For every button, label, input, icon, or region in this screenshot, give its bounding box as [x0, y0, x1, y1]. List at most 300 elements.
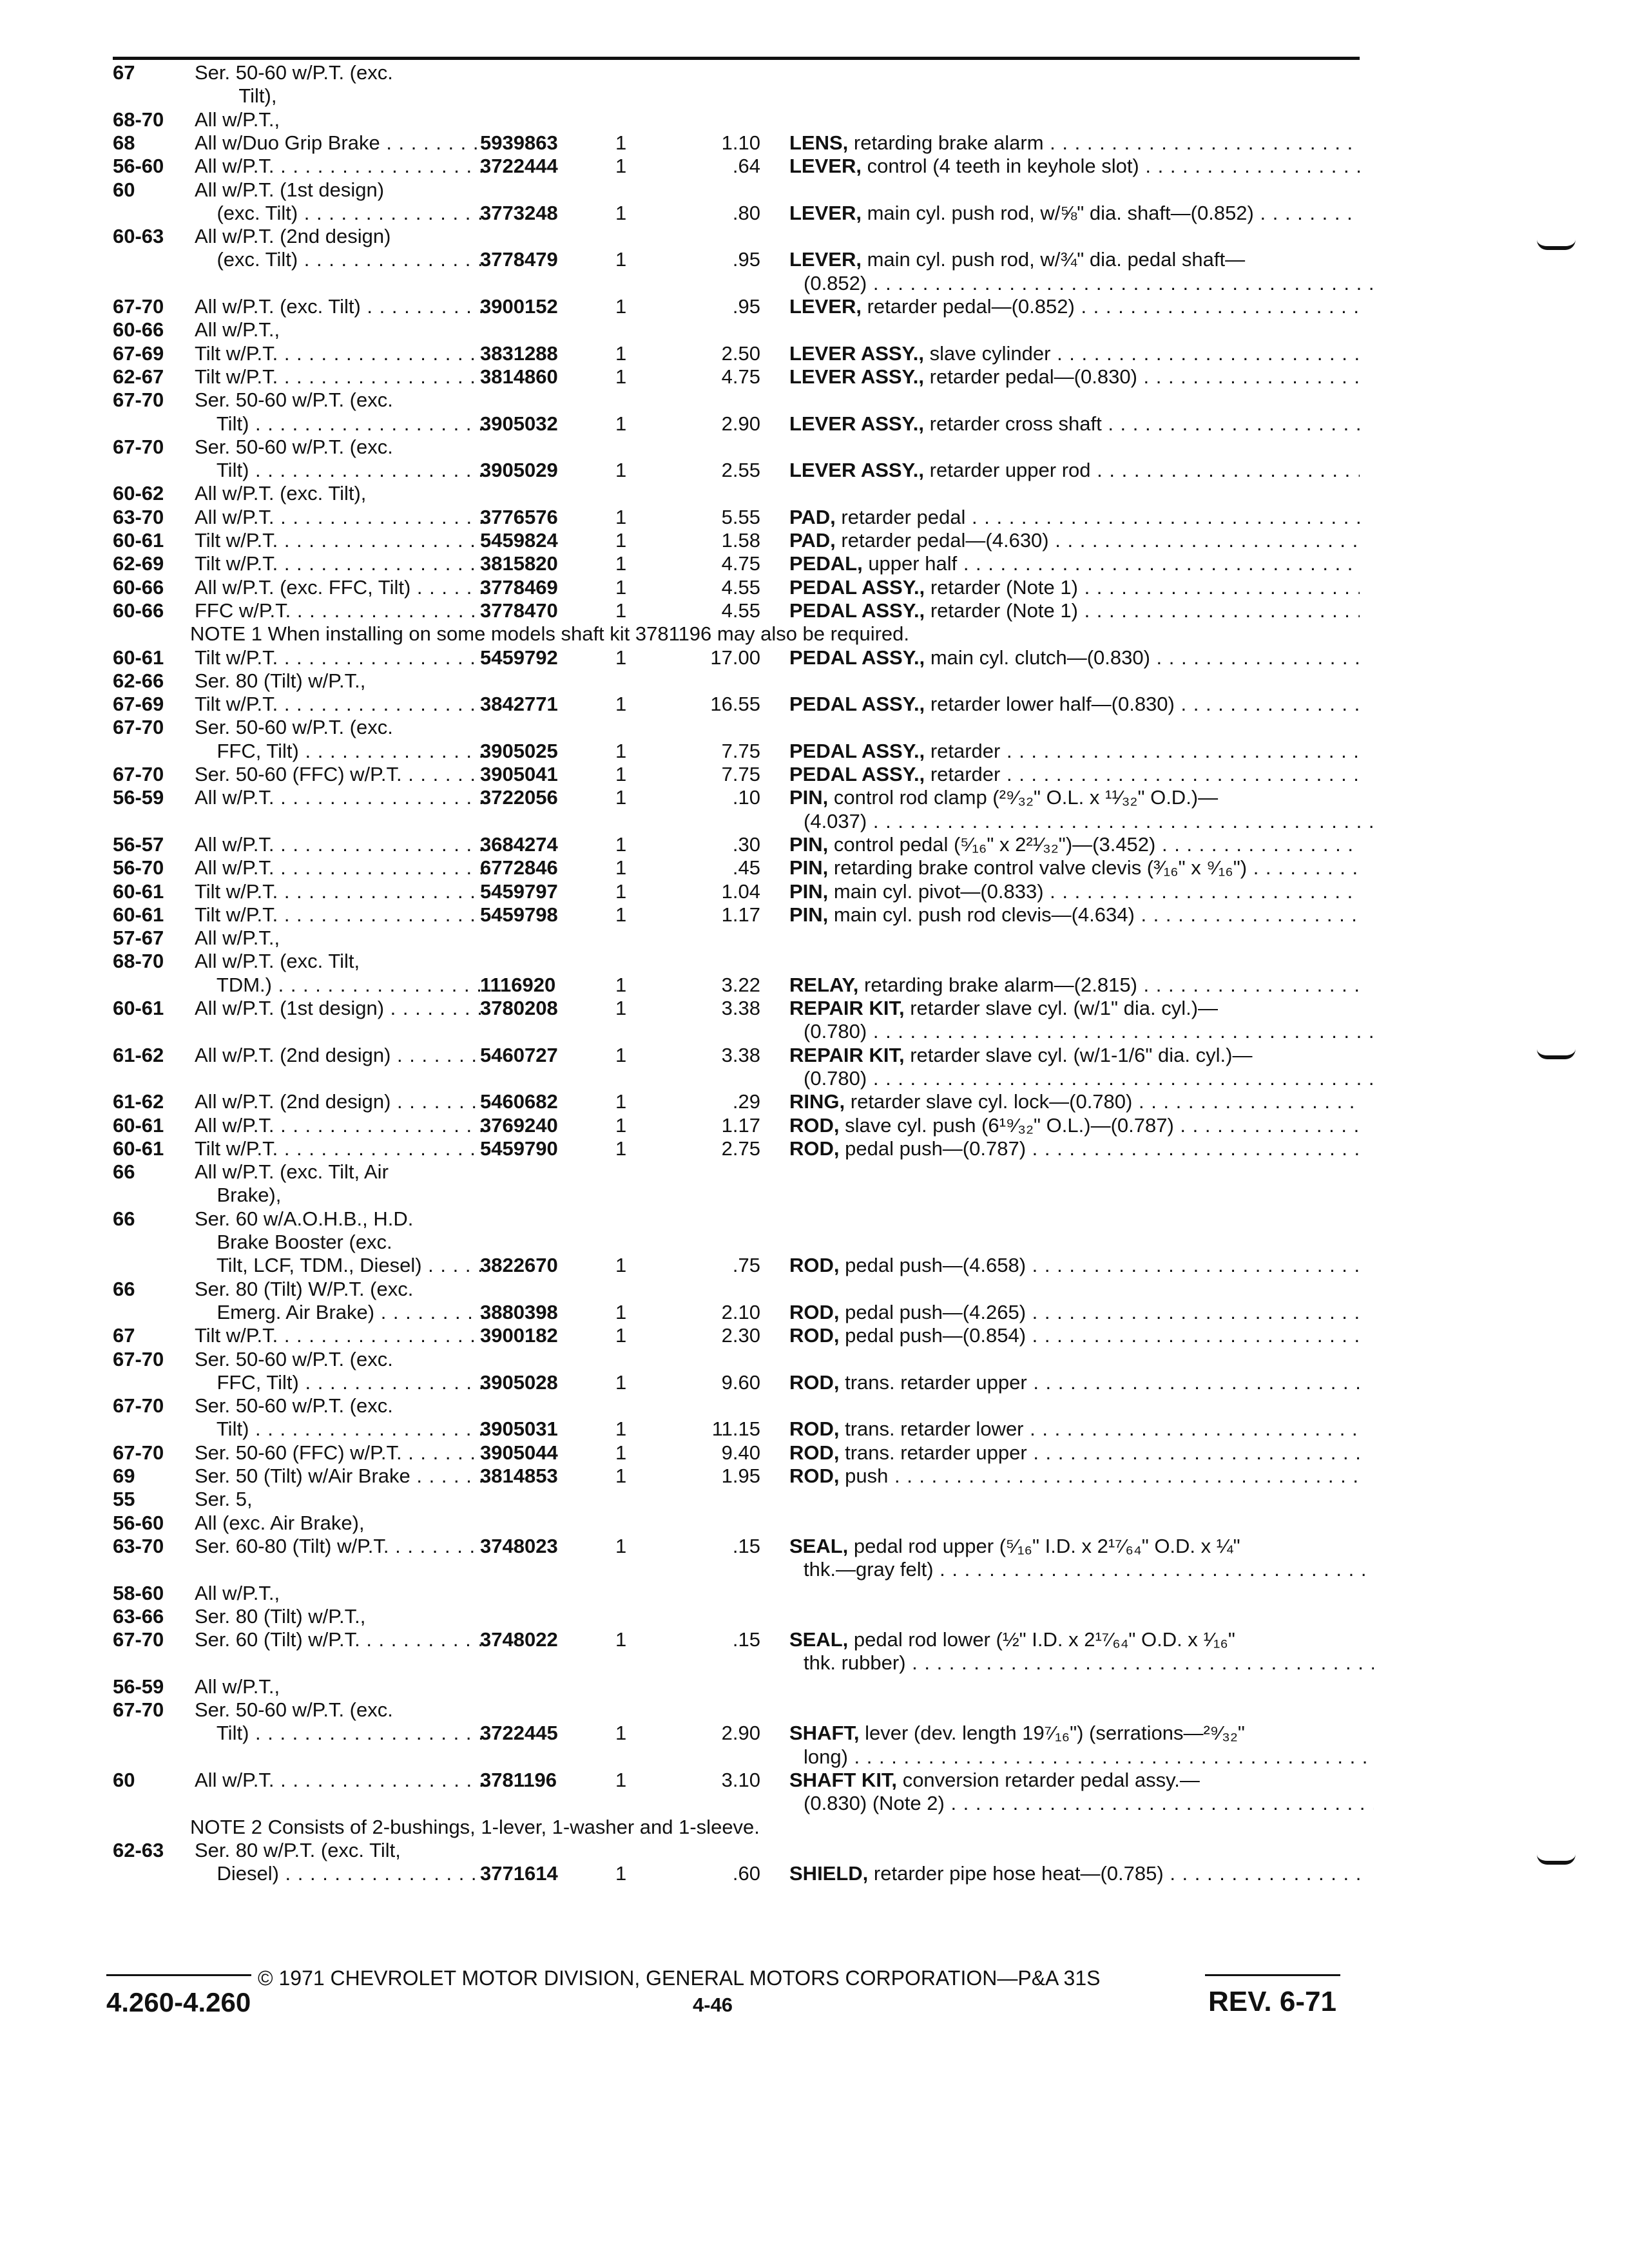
price [664, 1325, 760, 1347]
model-application-text: Tilt w/P.T. [195, 880, 278, 903]
model-application-text: All w/P.T. (2nd design) [195, 1044, 391, 1066]
model-application [195, 1115, 485, 1137]
model-application [195, 1325, 485, 1347]
model-application-text: Tilt w/P.T. [195, 646, 278, 669]
model-year [113, 319, 164, 341]
leader-dots [278, 1325, 485, 1347]
leader-dots [1027, 1442, 1360, 1464]
part-name: LEVER ASSY., [789, 459, 925, 482]
model-application-text: All w/Duo Grip Brake [195, 131, 380, 154]
quantity [615, 343, 628, 365]
description-text: long) [804, 1745, 848, 1768]
quantity-text: 1 [615, 1628, 627, 1651]
leader-dots [278, 366, 485, 388]
part-name: SHAFT, [789, 1722, 860, 1745]
model-year-text: 63-70 [113, 505, 164, 528]
model-application-text: All w/P.T. (exc. FFC, Tilt) [195, 576, 411, 599]
model-application [195, 1699, 485, 1721]
part-description [789, 1115, 1360, 1137]
model-application [195, 1091, 485, 1113]
quantity-text: 1 [615, 786, 627, 809]
model-application [195, 1465, 485, 1487]
leader-dots [274, 506, 485, 528]
price [664, 1138, 760, 1160]
quantity-text: 1 [615, 155, 627, 178]
price [664, 366, 760, 388]
model-application [195, 1676, 485, 1698]
description-text: (0.780) [804, 1067, 867, 1090]
model-application [195, 62, 485, 84]
part-number [480, 1722, 593, 1744]
part-description [789, 1442, 1360, 1464]
model-year-text: 60-61 [113, 529, 164, 552]
part-number [480, 881, 593, 903]
part-number [480, 1442, 593, 1464]
model-year [113, 226, 164, 247]
model-application-text: Tilt) [195, 1418, 249, 1441]
model-application-text: Tilt w/P.T. [195, 693, 278, 716]
quantity-text: 1 [615, 575, 627, 599]
model-application-text: Ser. 50-60 w/P.T. (exc. [195, 716, 393, 739]
model-year [113, 716, 164, 738]
model-year-text: 56-70 [113, 856, 164, 879]
model-application [195, 483, 485, 505]
description-text: retarder [930, 764, 1001, 785]
model-application [195, 1840, 485, 1861]
part-number-text: 1116920 [480, 973, 556, 996]
price [664, 1722, 760, 1744]
price [664, 553, 760, 575]
model-year-text: 68-70 [113, 108, 164, 131]
part-number-text: 3722056 [480, 786, 558, 809]
part-number-text: 6772846 [480, 856, 558, 879]
part-name: PAD, [789, 506, 836, 528]
price-text: 4.55 [721, 575, 760, 599]
description-text: main cyl. push rod, w/⅝" dia. shaft—(0.852) [867, 202, 1254, 224]
model-application [195, 904, 485, 926]
quantity [615, 1138, 628, 1160]
part-description [789, 834, 1360, 856]
part-name: PEDAL ASSY., [789, 646, 925, 669]
revision-label: REV. 6-71 [1208, 1986, 1336, 2017]
price-text: 7.75 [721, 739, 760, 762]
model-application-text: Tilt, LCF, TDM., Diesel) [195, 1254, 422, 1277]
leader-dots [906, 1652, 1374, 1674]
description-text: retarder [930, 740, 1001, 762]
model-application-text: Tilt) [195, 412, 249, 435]
part-number [480, 1769, 593, 1791]
part-number [480, 1465, 593, 1487]
price [664, 997, 760, 1019]
model-application-text: FFC, Tilt) [195, 740, 299, 762]
model-application-text: Diesel) [195, 1863, 279, 1885]
description-text: retarding brake alarm [853, 131, 1044, 154]
part-name: ROD, [789, 1254, 840, 1277]
model-application-text: Ser. 50-60 w/P.T. (exc. [195, 1699, 393, 1721]
model-application-text: Ser. 60-80 (Tilt) w/P.T. [195, 1535, 389, 1557]
price [664, 904, 760, 926]
part-number-text: 5459824 [480, 529, 558, 552]
price-text: 16.55 [710, 693, 760, 716]
quantity-text: 1 [615, 459, 627, 482]
model-application [195, 670, 485, 692]
part-description [789, 1722, 1360, 1744]
quantity-text: 1 [615, 693, 627, 716]
quantity-text: 1 [615, 1768, 627, 1791]
leader-dots [274, 1769, 485, 1791]
quantity-text: 1 [615, 599, 627, 622]
price-text: 17.00 [710, 646, 760, 669]
leader-dots [1044, 881, 1360, 903]
quantity [615, 577, 628, 599]
part-number [480, 1254, 593, 1276]
model-application [195, 857, 485, 879]
price [664, 857, 760, 879]
description-text: trans. retarder upper [845, 1371, 1027, 1394]
quantity-text: 1 [615, 131, 627, 154]
part-description [789, 249, 1360, 271]
model-year-text: 60-66 [113, 318, 164, 341]
price [664, 787, 760, 809]
part-description [789, 202, 1360, 224]
model-year-text: 67-70 [113, 716, 164, 739]
quantity-text: 1 [615, 973, 627, 996]
leader-dots [274, 155, 485, 177]
part-number [480, 249, 593, 271]
description-text: pedal push—(4.265) [845, 1301, 1027, 1323]
part-description [789, 1254, 1360, 1276]
part-number-text: 3900152 [480, 295, 558, 318]
quantity [615, 787, 628, 809]
price-text: 4.75 [721, 365, 760, 388]
model-year [113, 1442, 164, 1464]
model-year [113, 506, 164, 528]
description-text: pedal rod lower (½" I.D. x 2¹⁷⁄₆₄" O.D. x ¹⁄₁₆" [853, 1629, 1235, 1651]
model-year [113, 1278, 135, 1300]
model-application [195, 1302, 485, 1323]
quantity [615, 553, 628, 575]
model-year-text: 60-61 [113, 903, 164, 926]
model-application-text: Ser. 50 (Tilt) w/Air Brake [195, 1465, 410, 1487]
part-number [480, 1535, 593, 1557]
model-year [113, 132, 135, 154]
price-text: 5.55 [721, 505, 760, 528]
model-application-text: Emerg. Air Brake) [195, 1301, 375, 1323]
part-number-text: 3771614 [480, 1862, 558, 1885]
quantity-text: 1 [615, 248, 627, 271]
footer-rule-right [1205, 1974, 1340, 1976]
model-year-text: 60-61 [113, 879, 164, 903]
leader-dots [1000, 764, 1360, 785]
price-text: 2.75 [721, 1137, 760, 1160]
model-year [113, 296, 164, 318]
model-year [113, 600, 164, 622]
quantity-text: 1 [615, 1722, 627, 1745]
leader-dots [278, 553, 485, 575]
description-text: retarder upper rod [929, 459, 1091, 482]
model-application-text: Tilt w/P.T. [195, 365, 278, 388]
model-application [195, 343, 485, 365]
part-description [789, 600, 1360, 622]
section-number: 4.260-4.260 [106, 1987, 251, 2017]
model-application [195, 881, 485, 903]
price [664, 1465, 760, 1487]
model-application-text: FFC w/P.T. [195, 599, 291, 622]
model-year-text: 58-60 [113, 1581, 164, 1604]
part-number-text: 5459797 [480, 879, 558, 903]
quantity [615, 1115, 628, 1137]
price [664, 1044, 760, 1066]
part-description [789, 1629, 1360, 1651]
note-text: NOTE 1 When installing on some models shaft kit 3781196 may also be required. [190, 622, 909, 646]
model-year [113, 670, 164, 692]
leader-dots [1102, 413, 1360, 435]
model-year-text: 56-59 [113, 786, 164, 809]
part-number [480, 857, 593, 879]
model-year-text: 67-70 [113, 435, 164, 458]
model-year-text: 69 [113, 1465, 135, 1487]
price-text: 4.75 [721, 552, 760, 575]
part-number [480, 740, 593, 762]
model-year [113, 997, 164, 1019]
part-number-text: 3780208 [480, 997, 558, 1019]
part-description [789, 693, 1360, 715]
part-name: REPAIR KIT, [789, 997, 905, 1019]
price-text: .60 [732, 1862, 760, 1885]
model-application [195, 226, 485, 247]
leader-dots [965, 506, 1360, 528]
model-year [113, 1699, 164, 1721]
description-text: retarder slave cyl. (w/1" dia. cyl.)— [910, 997, 1219, 1019]
quantity-text: 1 [615, 529, 627, 552]
model-application [195, 834, 485, 856]
description-text: retarding brake control valve clevis (³⁄₁₆" x ⁹⁄₁₆") [833, 857, 1248, 879]
model-application [195, 1582, 485, 1604]
price-text: 9.40 [721, 1441, 760, 1464]
model-year-text: 68-70 [113, 950, 164, 973]
model-year [113, 389, 164, 411]
price [664, 1372, 760, 1394]
price [664, 343, 760, 365]
model-application-text: Brake Booster (exc. [195, 1231, 392, 1253]
model-year-text: 60-61 [113, 1113, 164, 1137]
model-year-text: 60 [113, 178, 135, 201]
part-number-text: 3781196 [480, 1768, 557, 1791]
model-application-text: All w/P.T., [195, 319, 280, 341]
leader-dots [1026, 1254, 1360, 1276]
part-number-text: 3815820 [480, 552, 558, 575]
quantity [615, 764, 628, 785]
model-year [113, 647, 164, 669]
model-year-text: 67-69 [113, 693, 164, 716]
price-text: 1.58 [721, 529, 760, 552]
price-text: .64 [732, 155, 760, 178]
model-application-text: All w/P.T., [195, 927, 280, 950]
model-application-text: All w/P.T., [195, 1582, 280, 1604]
part-number [480, 553, 593, 575]
model-application [195, 202, 485, 224]
model-application-text: (exc. Tilt) [195, 202, 298, 224]
model-application-text: Ser. 50-60 w/P.T. (exc. [195, 62, 393, 84]
part-number [480, 1138, 593, 1160]
part-number [480, 1629, 593, 1651]
price [664, 834, 760, 856]
leader-dots [360, 1629, 485, 1651]
part-number [480, 506, 593, 528]
part-number-text: 5460727 [480, 1043, 558, 1066]
part-number-text: 3905041 [480, 763, 558, 785]
quantity-text: 1 [615, 1534, 627, 1557]
part-number-text: 3748023 [480, 1534, 558, 1557]
part-number-text: 3722445 [480, 1722, 558, 1745]
model-application-text: Tilt w/P.T. [195, 342, 278, 365]
price-text: 1.10 [721, 131, 760, 154]
model-year [113, 1582, 164, 1604]
part-description [789, 459, 1360, 481]
model-application-text: Tilt w/P.T. [195, 903, 278, 926]
quantity [615, 202, 628, 224]
leader-dots [374, 1302, 485, 1323]
model-year [113, 1535, 164, 1557]
model-year [113, 1488, 135, 1510]
model-year-text: 66 [113, 1277, 135, 1300]
leader-dots [249, 1722, 485, 1744]
quantity [615, 1044, 628, 1066]
quantity-text: 1 [615, 879, 627, 903]
quantity-text: 1 [615, 763, 627, 785]
model-year [113, 927, 164, 949]
leader-dots [298, 249, 485, 271]
part-number [480, 343, 593, 365]
price-text: 2.10 [721, 1300, 760, 1323]
model-application [195, 1629, 485, 1651]
model-application [195, 927, 485, 949]
part-name: PEDAL ASSY., [789, 764, 925, 785]
quantity-text: 1 [615, 1370, 627, 1394]
model-year-text: 57-67 [113, 927, 164, 950]
model-year-text: 60-61 [113, 646, 164, 669]
leader-dots [1050, 343, 1360, 365]
model-year-text: 61-62 [113, 1090, 164, 1113]
leader-dots [1139, 155, 1360, 177]
model-application-text: All w/P.T. [195, 1769, 275, 1791]
part-number [480, 1302, 593, 1323]
part-name: ROD, [789, 1465, 840, 1487]
part-description [789, 1792, 1374, 1814]
price [664, 577, 760, 599]
part-number-text: 3905028 [480, 1370, 558, 1394]
model-application [195, 1395, 485, 1417]
quantity [615, 530, 628, 552]
model-application-text: Ser. 50-60 w/P.T. (exc. [195, 389, 393, 412]
model-year-text: 62-69 [113, 552, 164, 575]
part-name: PIN, [789, 833, 829, 856]
description-text: retarder pipe hose heat—(0.785) [873, 1863, 1164, 1885]
leader-dots [361, 296, 485, 318]
price-text: 3.38 [721, 997, 760, 1019]
leader-dots [1137, 366, 1360, 388]
part-name: PIN, [789, 903, 829, 926]
part-number-text: 3880398 [480, 1300, 558, 1323]
quantity-text: 1 [615, 856, 627, 879]
model-year-text: 67-69 [113, 341, 164, 365]
leader-dots [390, 1091, 485, 1113]
model-application-text: Tilt), [195, 85, 277, 108]
leader-dots [278, 530, 485, 552]
part-name: LEVER ASSY., [789, 412, 925, 435]
model-year-text: 67 [113, 61, 135, 84]
leader-dots [274, 857, 485, 879]
part-description [789, 1652, 1374, 1674]
part-name: LEVER ASSY., [789, 365, 925, 388]
model-application [195, 413, 485, 435]
model-year [113, 834, 164, 856]
price-text: 1.04 [721, 879, 760, 903]
part-description [789, 530, 1360, 552]
part-name: PIN, [789, 880, 829, 903]
price [664, 1769, 760, 1791]
model-year-text: 66 [113, 1207, 135, 1230]
part-number [480, 1325, 593, 1347]
top-rule [113, 57, 1360, 60]
part-number [480, 600, 593, 622]
part-name: REPAIR KIT, [789, 1044, 905, 1066]
leader-dots [867, 811, 1374, 832]
model-year-text: 67-70 [113, 1441, 164, 1464]
part-description [789, 132, 1360, 154]
model-year-text: 67-70 [113, 389, 164, 412]
quantity [615, 997, 628, 1019]
part-name: PEDAL ASSY., [789, 740, 925, 762]
quantity-text: 1 [615, 1300, 627, 1323]
model-application [195, 1278, 485, 1300]
quantity-text: 1 [615, 505, 627, 528]
part-number-text: 3831288 [480, 341, 558, 365]
leader-dots [380, 132, 485, 154]
quantity-text: 1 [615, 552, 627, 575]
part-name: ROD, [789, 1114, 840, 1137]
model-application [195, 109, 485, 131]
description-text: retarder pedal—(0.830) [929, 365, 1137, 388]
model-year [113, 1325, 135, 1347]
part-name: SHIELD, [789, 1863, 869, 1885]
description-text: retarder cross shaft [929, 412, 1102, 435]
leader-dots [1026, 1325, 1360, 1347]
description-text: main cyl. push rod, w/¾" dia. pedal shaft— [867, 249, 1246, 271]
model-application [195, 459, 485, 481]
part-number-text: 3814860 [480, 365, 558, 388]
description-text: lever (dev. length 19⁷⁄₁₆") (serrations—²⁹⁄₃₂" [865, 1722, 1245, 1745]
quantity [615, 1465, 628, 1487]
leader-dots [278, 904, 485, 926]
leader-dots [1175, 693, 1360, 715]
quantity-text: 1 [615, 365, 627, 388]
model-year-text: 56-60 [113, 155, 164, 178]
part-number-text: 3778479 [480, 248, 558, 271]
model-application [195, 553, 485, 575]
part-description [789, 1068, 1374, 1090]
part-description [789, 1372, 1360, 1394]
model-year [113, 881, 164, 903]
part-name: LEVER, [789, 296, 862, 318]
description-text: pedal rod upper (⁵⁄₁₆" I.D. x 2¹⁷⁄₆₄" O.D. x ¼" [853, 1535, 1240, 1557]
leader-dots [1024, 1418, 1360, 1440]
leader-dots [278, 881, 485, 903]
part-description [789, 1746, 1374, 1768]
part-description [789, 811, 1374, 832]
leader-dots [934, 1559, 1374, 1581]
leader-dots [422, 1254, 485, 1276]
